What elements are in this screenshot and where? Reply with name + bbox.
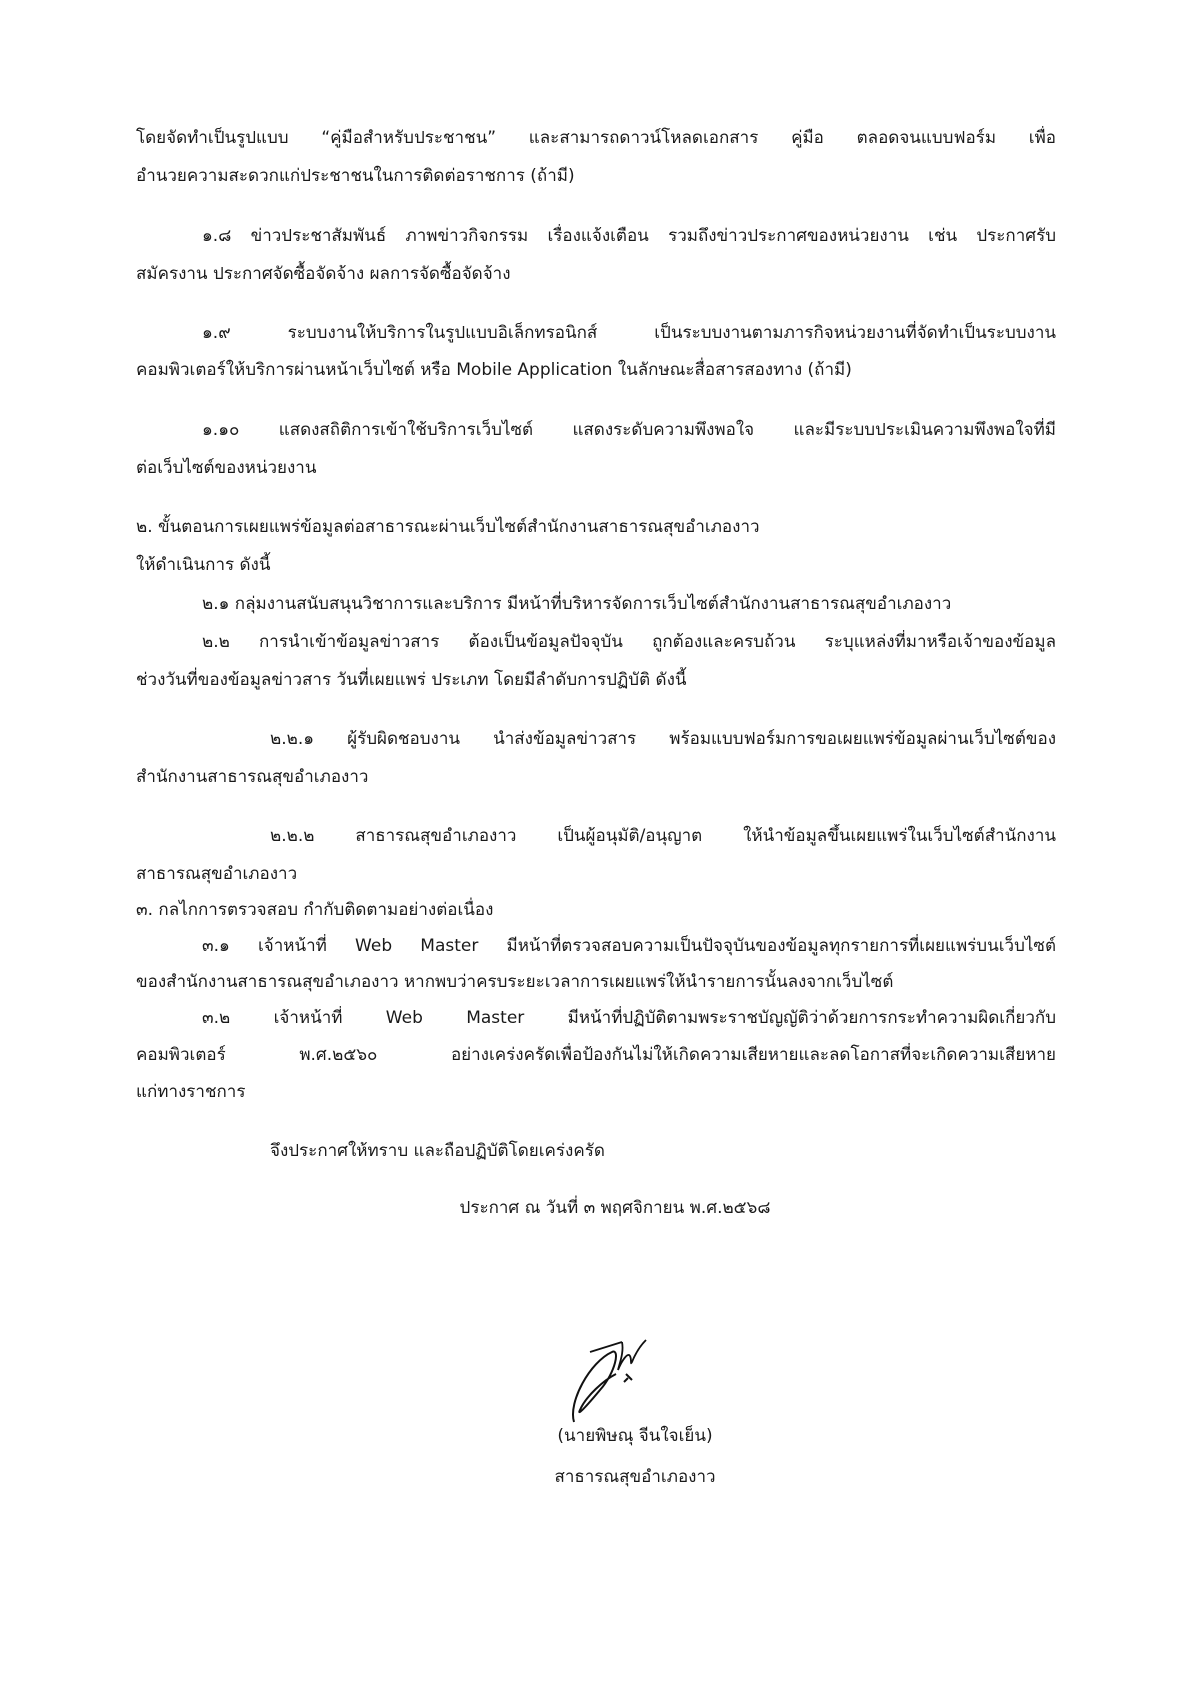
paragraph-2-2-1-line-1: ๒.๒.๑ ผู้รับผิดชอบงาน นำส่งข้อมูลข่าวสาร พร้อมแบบฟอร์มการขอเผยแพร่ข้อมูลผ่านเว็บไซต์ของ [270,729,1056,749]
paragraph-2-2-1-line-2: สำนักงานสาธารณสุขอำเภองาว [136,767,369,787]
section-2-heading-line-2: ให้ดำเนินการ ดังนี้ [136,555,271,575]
paragraph-1-8-line-2: สมัครงาน ประกาศจัดซื้อจัดจ้าง ผลการจัดซื้อจัดจ้าง [136,264,511,284]
paragraph-1-8-line-1: ๑.๘ ข่าวประชาสัมพันธ์ ภาพข่าวกิจกรรม เรื่องแจ้งเตือน รวมถึงข่าวประกาศของหน่วยงาน เช่น ประกาศรับ [202,226,1056,246]
paragraph-3-2-line-2: คอมพิวเตอร์ พ.ศ.๒๕๖๐ อย่างเคร่งครัดเพื่อป้องกันไม่ให้เกิดความเสียหายและลดโอกาสที่จะเกิดความเสียหาย [136,1045,1056,1065]
paragraph-3-2-line-3: แก่ทางราชการ [136,1082,246,1102]
section-2-heading: ๒. ขั้นตอนการเผยแพร่ข้อมูลต่อสาธารณะผ่านเว็บไซต์สำนักงานสาธารณสุขอำเภองาว [136,517,760,537]
paragraph-1-7-continued-line-1: โดยจัดทำเป็นรูปแบบ “คู่มือสำหรับประชาชน” และสามารถดาวน์โหลดเอกสาร คู่มือ ตลอดจนแบบฟอร์ม เพื่อ [136,128,1056,148]
closing-statement: จึงประกาศให้ทราบ และถือปฏิบัติโดยเคร่งครัด [270,1141,605,1161]
paragraph-1-9-line-2: คอมพิวเตอร์ให้บริการผ่านหน้าเว็บไซต์ หรือ Mobile Application ในลักษณะสื่อสารสองทาง (ถ้ามี) [136,360,852,380]
paragraph-1-10-line-2: ต่อเว็บไซต์ของหน่วยงาน [136,458,317,478]
signature-icon [560,1322,650,1432]
paragraph-2-1: ๒.๑ กลุ่มงานสนับสนุนวิชาการและบริการ มีหน้าที่บริหารจัดการเว็บไซต์สำนักงานสาธารณสุขอำเภองาว [202,594,952,614]
section-3-heading: ๓. กลไกการตรวจสอบ กำกับติดตามอย่างต่อเนื่อง [136,900,494,920]
paragraph-1-10-line-1: ๑.๑๐ แสดงสถิติการเข้าใช้บริการเว็บไซต์ แสดงระดับความพึงพอใจ และมีระบบประเมินความพึงพอใจที่มี [202,420,1056,440]
paragraph-1-9-line-1: ๑.๙ ระบบงานให้บริการในรูปแบบอิเล็กทรอนิกส์ เป็นระบบงานตามภารกิจหน่วยงานที่จัดทำเป็นระบบงาน [202,323,1056,343]
paragraph-2-2-line-2: ช่วงวันที่ของข้อมูลข่าวสาร วันที่เผยแพร่ ประเภท โดยมีลำดับการปฏิบัติ ดังนี้ [136,670,687,690]
paragraph-2-2-line-1: ๒.๒ การนำเข้าข้อมูลข่าวสาร ต้องเป็นข้อมูลปัจจุบัน ถูกต้องและครบถ้วน ระบุแหล่งที่มาหรือเจ้าของข้อมูล [202,632,1056,652]
signer-title: สาธารณสุขอำเภองาว [554,1467,716,1487]
paragraph-1-7-continued-line-2: อำนวยความสะดวกแก่ประชาชนในการติดต่อราชการ (ถ้ามี) [136,166,575,186]
paragraph-3-1-line-1: ๓.๑ เจ้าหน้าที่ Web Master มีหน้าที่ตรวจสอบความเป็นปัจจุบันของข้อมูลทุกรายการที่เผยแพร่บนเว็บไซต์ [202,936,1056,956]
paragraph-2-2-2-line-1: ๒.๒.๒ สาธารณสุขอำเภองาว เป็นผู้อนุมัติ/อนุญาต ให้นำข้อมูลขึ้นเผยแพร่ในเว็บไซต์สำนักงาน [270,826,1056,846]
paragraph-3-2-line-1: ๓.๒ เจ้าหน้าที่ Web Master มีหน้าที่ปฏิบัติตามพระราชบัญญัติว่าด้วยการกระทำความผิดเกี่ยวกับ [202,1008,1056,1028]
paragraph-3-1-line-2: ของสำนักงานสาธารณสุขอำเภองาว หากพบว่าครบระยะเวลาการเผยแพร่ให้นำรายการนั้นลงจากเว็บไซต์ [136,972,894,992]
signer-name: (นายพิษณุ จีนใจเย็น) [557,1426,713,1446]
announcement-date: ประกาศ ณ วันที่ ๓ พฤศจิกายน พ.ศ.๒๕๖๘ [459,1198,771,1218]
paragraph-2-2-2-line-2: สาธารณสุขอำเภองาว [136,864,298,884]
